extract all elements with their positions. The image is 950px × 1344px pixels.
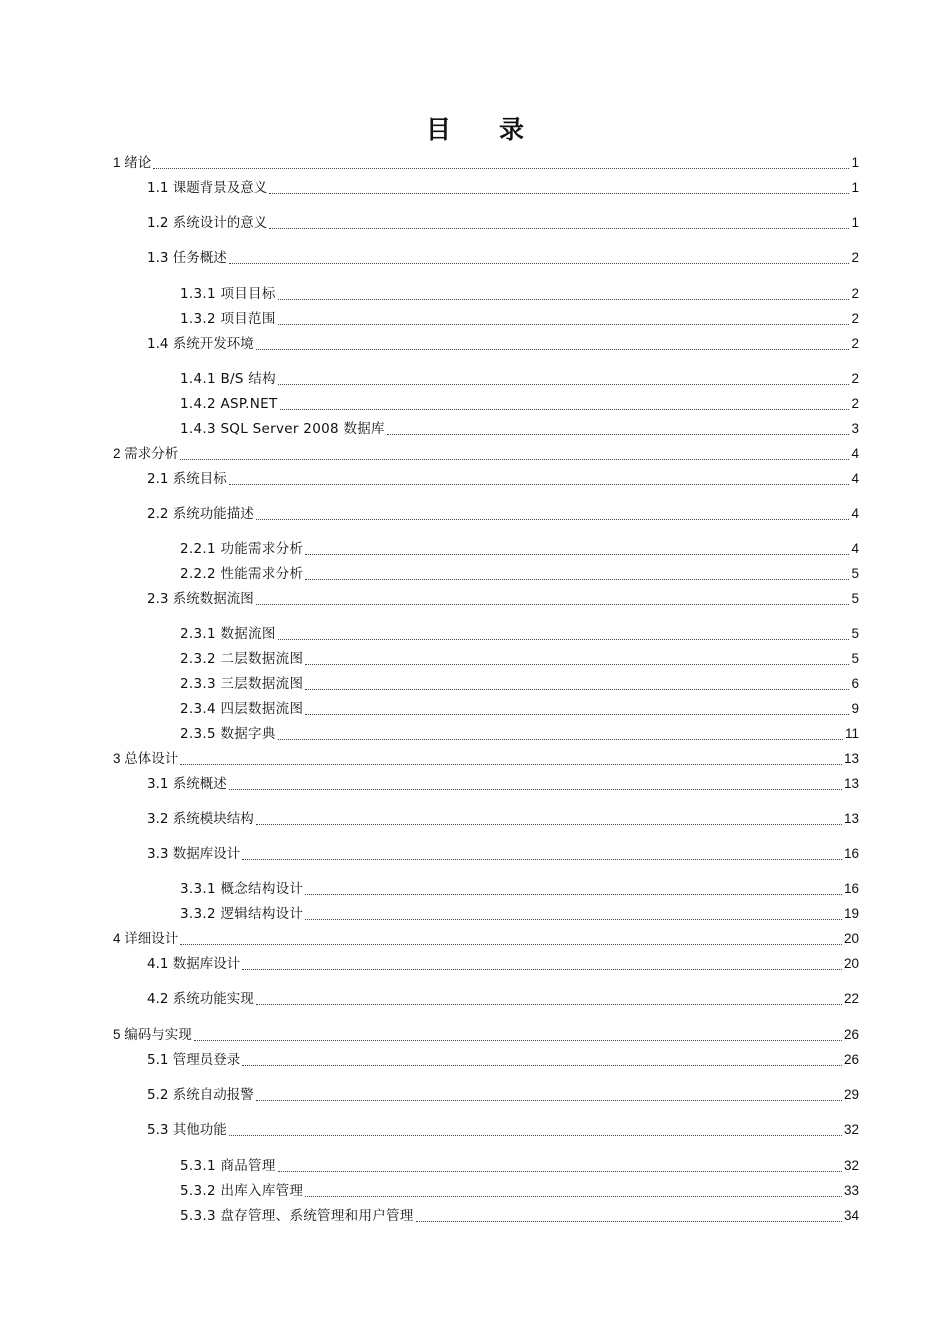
page-title: 目录 [425, 115, 572, 144]
toc-entry[interactable] [180, 879, 859, 897]
toc-dot-leader [305, 675, 849, 690]
toc-page-number: 26 [843, 1052, 859, 1067]
toc-page-number: 13 [843, 776, 859, 791]
toc-dot-leader [269, 179, 849, 194]
toc-entry[interactable] [180, 564, 859, 582]
toc-page-number: 2 [851, 396, 859, 411]
toc-entry[interactable] [147, 469, 859, 487]
toc-dot-leader [278, 625, 850, 640]
toc-page-number: 3 [851, 421, 859, 436]
toc-entry-label: 2.3 系统数据流图 [147, 591, 254, 607]
toc-entry[interactable] [147, 178, 859, 196]
toc-dot-leader [305, 540, 849, 555]
toc-entry-label: 1.3.1 项目目标 [180, 286, 276, 302]
toc-page-number: 4 [851, 541, 859, 556]
toc-entry[interactable] [147, 334, 859, 352]
toc-entry-label: 2.2 系统功能描述 [147, 506, 254, 522]
toc-page-number: 2 [851, 371, 859, 386]
toc-dot-leader [180, 750, 842, 765]
toc-page-number: 13 [843, 751, 859, 766]
toc-entry[interactable] [147, 589, 859, 607]
toc-dot-leader [256, 1086, 842, 1101]
toc-entry-label: 3.3.1 概念结构设计 [180, 881, 304, 897]
toc-entry-label: 5.3 其他功能 [147, 1122, 227, 1138]
toc-dot-leader [242, 955, 842, 970]
toc-page-number: 16 [843, 881, 859, 896]
toc-page-number: 5 [851, 591, 859, 606]
toc-page-number: 34 [843, 1208, 859, 1223]
toc-page-number: 32 [843, 1158, 859, 1173]
toc-entry-label: 5.3.1 商品管理 [180, 1158, 276, 1174]
toc-entry-label: 2 需求分析 [113, 446, 179, 461]
toc-entry[interactable] [147, 1120, 859, 1138]
toc-entry-label: 2.3.3 三层数据流图 [180, 676, 304, 692]
toc-entry[interactable] [113, 153, 859, 171]
toc-page-number: 5 [851, 651, 859, 666]
toc-dot-leader [305, 565, 849, 580]
toc-entry[interactable] [180, 369, 859, 387]
toc-entry[interactable] [180, 649, 859, 667]
toc-entry-label: 4.2 系统功能实现 [147, 991, 254, 1007]
toc-page-number: 20 [843, 956, 859, 971]
toc-entry-label: 2.2.2 性能需求分析 [180, 566, 304, 582]
toc-entry-label: 2.3.4 四层数据流图 [180, 701, 304, 717]
toc-entry-label: 3.1 系统概述 [147, 776, 227, 792]
toc-dot-leader [180, 930, 842, 945]
toc-entry[interactable] [113, 444, 859, 462]
toc-page-number: 5 [851, 566, 859, 581]
toc-dot-leader [278, 1157, 842, 1172]
toc-dot-leader [278, 285, 850, 300]
toc-page-number: 19 [843, 906, 859, 921]
toc-entry[interactable] [180, 539, 859, 557]
toc-page-number: 9 [851, 701, 859, 716]
toc-entry-label: 1.4.2 ASP.NET [180, 396, 278, 412]
toc-dot-leader [229, 470, 850, 485]
toc-entry[interactable] [180, 1181, 859, 1199]
toc-entry-label: 3.3 数据库设计 [147, 846, 241, 862]
toc-dot-leader [280, 395, 850, 410]
toc-entry-label: 1.3.2 项目范围 [180, 311, 276, 327]
toc-page-number: 13 [843, 811, 859, 826]
toc-dot-leader [416, 1207, 842, 1222]
toc-entry[interactable] [147, 989, 859, 1007]
toc-entry-label: 1 绪论 [113, 155, 152, 170]
toc-page-number: 1 [851, 215, 859, 230]
toc-page-number: 4 [851, 446, 859, 461]
toc-page-number: 20 [843, 931, 859, 946]
toc-page-number: 2 [851, 336, 859, 351]
toc-dot-leader [278, 725, 843, 740]
toc-dot-leader [305, 905, 842, 920]
toc-entry-label: 1.2 系统设计的意义 [147, 215, 268, 231]
toc-entry-label: 3.2 系统模块结构 [147, 811, 254, 827]
toc-dot-leader [256, 810, 842, 825]
toc-entry-label: 2.3.5 数据字典 [180, 726, 276, 742]
toc-entry[interactable] [180, 904, 859, 922]
toc-dot-leader [305, 1182, 842, 1197]
toc-entry[interactable] [147, 1050, 859, 1068]
toc-dot-leader [278, 370, 850, 385]
toc-dot-leader [229, 1121, 842, 1136]
toc-dot-leader [242, 845, 842, 860]
toc-entry-label: 5.2 系统自动报警 [147, 1087, 254, 1103]
toc-page-number: 6 [851, 676, 859, 691]
toc-page-number: 22 [843, 991, 859, 1006]
toc-dot-leader [256, 335, 850, 350]
toc-entry[interactable] [147, 844, 859, 862]
toc-entry-label: 5.3.2 出库入库管理 [180, 1183, 304, 1199]
toc-entry[interactable] [113, 1025, 859, 1043]
toc-dot-leader [256, 505, 850, 520]
toc-page-number: 2 [851, 286, 859, 301]
toc-entry-label: 2.2.1 功能需求分析 [180, 541, 304, 557]
toc-page-number: 2 [851, 250, 859, 265]
toc-entry[interactable] [180, 674, 859, 692]
toc-page-number: 1 [851, 180, 859, 195]
toc-dot-leader [229, 775, 842, 790]
toc-dot-leader [180, 445, 849, 460]
toc-dot-leader [256, 990, 842, 1005]
toc-page-number: 32 [843, 1122, 859, 1137]
toc-entry-label: 1.1 课题背景及意义 [147, 180, 268, 196]
toc-dot-leader [387, 420, 850, 435]
toc-entry[interactable] [147, 954, 859, 972]
toc-dot-leader [229, 249, 850, 264]
toc-entry[interactable] [147, 504, 859, 522]
toc-entry[interactable] [113, 929, 859, 947]
toc-page-number: 4 [851, 506, 859, 521]
toc-dot-leader [194, 1026, 842, 1041]
toc-entry[interactable] [147, 774, 859, 792]
toc-entry[interactable] [180, 284, 859, 302]
toc-entry[interactable] [147, 809, 859, 827]
toc-page-number: 16 [843, 846, 859, 861]
toc-dot-leader [153, 154, 849, 169]
toc-entry-label: 2.1 系统目标 [147, 471, 227, 487]
toc-entry-label: 3.3.2 逻辑结构设计 [180, 906, 304, 922]
toc-page-number: 4 [851, 471, 859, 486]
toc-entry[interactable] [180, 724, 859, 742]
toc-entry-label: 1.4.3 SQL Server 2008 数据库 [180, 421, 385, 437]
toc-entry-label: 2.3.2 二层数据流图 [180, 651, 304, 667]
toc-entry[interactable] [180, 624, 859, 642]
toc-page-number: 2 [851, 311, 859, 326]
toc-dot-leader [269, 214, 849, 229]
toc-entry-label: 5.1 管理员登录 [147, 1052, 241, 1068]
toc-dot-leader [278, 310, 850, 325]
toc-entry[interactable] [113, 749, 859, 767]
toc-entry-label: 4.1 数据库设计 [147, 956, 241, 972]
toc-page-number: 29 [843, 1087, 859, 1102]
toc-dot-leader [305, 700, 849, 715]
toc-dot-leader [305, 650, 849, 665]
toc-entry[interactable] [147, 1085, 859, 1103]
toc-entry-label: 5 编码与实现 [113, 1027, 192, 1042]
toc-page-number: 5 [851, 626, 859, 641]
toc-entry-label: 5.3.3 盘存管理、系统管理和用户管理 [180, 1208, 414, 1224]
toc-page-number: 33 [843, 1183, 859, 1198]
toc-entry[interactable] [180, 309, 859, 327]
toc-entry-label: 2.3.1 数据流图 [180, 626, 276, 642]
toc-entry[interactable] [180, 1206, 859, 1224]
toc-entry[interactable] [180, 419, 859, 437]
toc-entry-label: 1.3 任务概述 [147, 250, 227, 266]
toc-page-number: 11 [844, 726, 859, 741]
toc-entry-label: 3 总体设计 [113, 751, 179, 766]
toc-entry[interactable] [180, 394, 859, 412]
toc-page-number: 26 [843, 1027, 859, 1042]
toc-entry-label: 4 详细设计 [113, 931, 179, 946]
toc-page-number: 1 [851, 155, 859, 170]
toc-entry[interactable] [180, 1156, 859, 1174]
toc-dot-leader [305, 880, 842, 895]
toc-entry-label: 1.4 系统开发环境 [147, 336, 254, 352]
toc-entry[interactable] [147, 213, 859, 231]
toc-entry[interactable] [147, 248, 859, 266]
toc-dot-leader [256, 590, 850, 605]
toc-entry-label: 1.4.1 B/S 结构 [180, 371, 276, 387]
toc-dot-leader [242, 1051, 842, 1066]
toc-entry[interactable] [180, 699, 859, 717]
